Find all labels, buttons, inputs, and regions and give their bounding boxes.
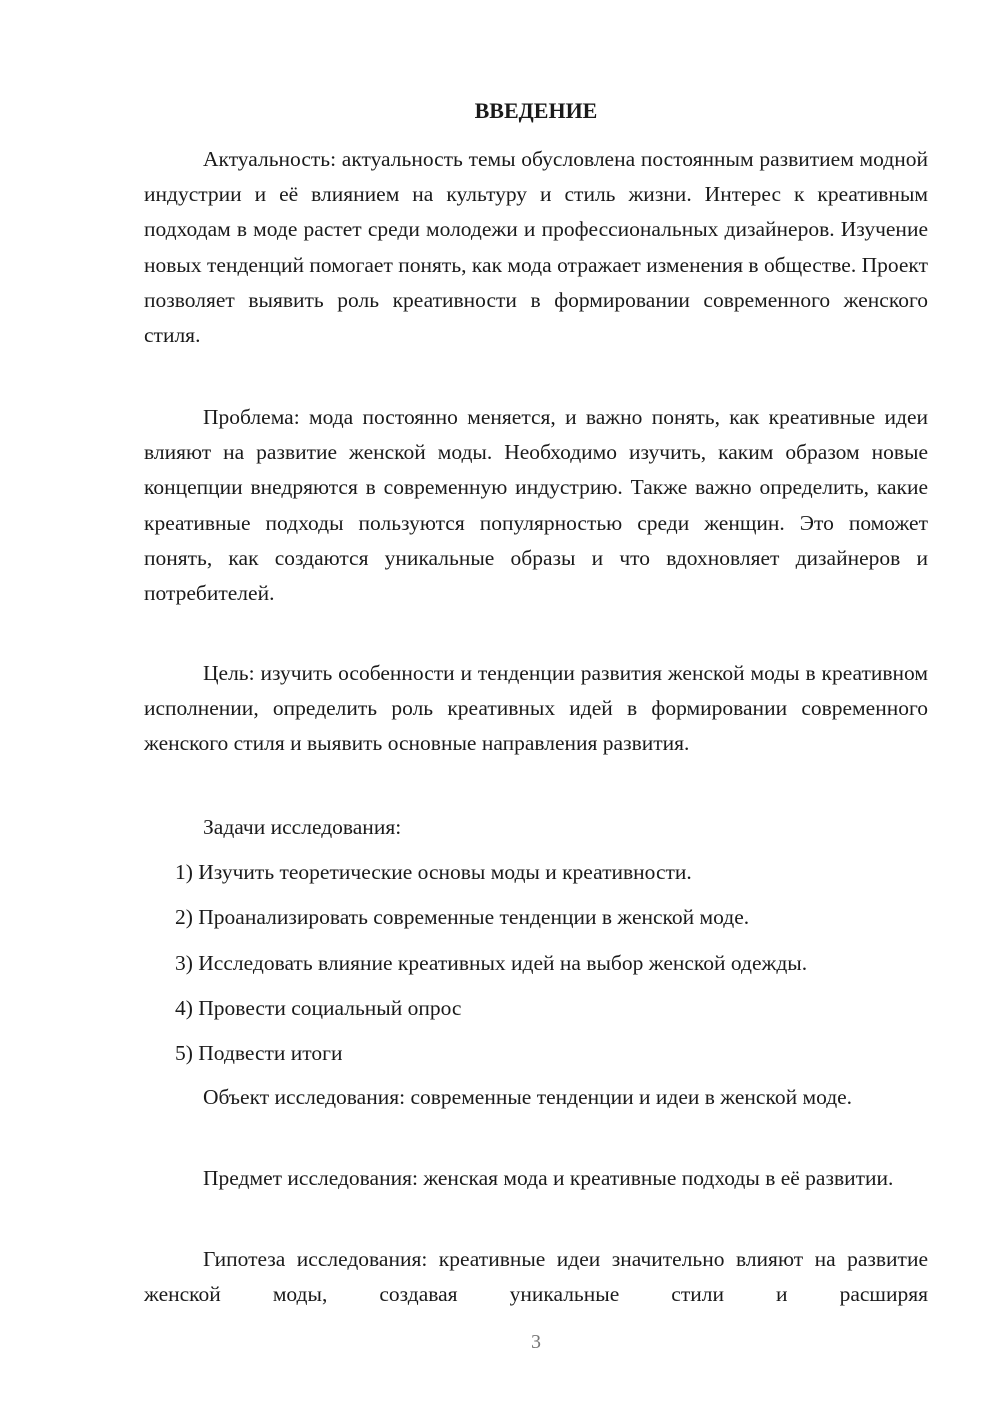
page-number: 3 — [531, 1331, 541, 1353]
task-item-4: 4) Провести социальный опрос — [175, 996, 462, 1020]
task-item-3: 3) Исследовать влияние креативных идей на выбор женской одежды. — [175, 951, 808, 975]
page-title: ВВЕДЕНИЕ — [474, 98, 598, 123]
paragraph-subject: Предмет исследования: женская мода и креативные подходы в её развитии. — [203, 1166, 894, 1190]
paragraph-problem: Проблема: мода постоянно меняется, и важно понять, как креативные идеи влияют на развитие женской моды. Необходимо изучить, каким образом новые концепции внедряются в современную индустрию. Также важно определить, какие креативные подходы пользуются популярностью среди женщин. Это поможет понять, как создаются уникальные образы и что вдохновляет дизайнеров и потребителей. — [144, 405, 928, 606]
paragraph-hypothesis: Гипотеза исследования: креативные идеи значительно влияют на развитие женской моды, создавая уникальные стили и расширяя — [144, 1247, 928, 1307]
tasks-heading: Задачи исследования: — [203, 815, 402, 839]
paragraph-relevance: Актуальность: актуальность темы обусловлена постоянным развитием модной индустрии и её влиянием на культуру и стиль жизни. Интерес к креативным подходам в моде растет среди молодежи и профессиональных дизайнеров. Изучение новых тенденций помогает понять, как мода отражает изменения в обществе. Проект позволяет выявить роль креативности в формировании современного женского стиля. — [144, 147, 928, 348]
paragraph-object: Объект исследования: современные тенденции и идеи в женской моде. — [203, 1085, 853, 1109]
task-item-5: 5) Подвести итоги — [175, 1041, 343, 1065]
task-item-2: 2) Проанализировать современные тенденции в женской моде. — [175, 905, 750, 929]
task-item-1: 1) Изучить теоретические основы моды и креативности. — [175, 860, 692, 884]
paragraph-goal: Цель: изучить особенности и тенденции развития женской моды в креативном исполнении, определить роль креативных идей в формировании современного женского стиля и выявить основные направления развития. — [144, 661, 928, 756]
